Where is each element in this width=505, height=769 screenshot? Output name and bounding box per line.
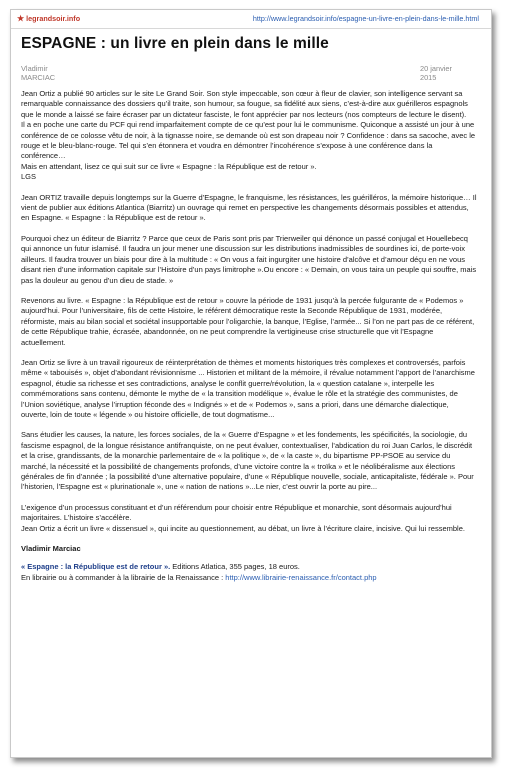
date-year: 2015 (419, 73, 437, 82)
signature: Vladimir Marciac (21, 544, 81, 554)
paragraph: Jean ORTIZ travaille depuis longtemps sur la Guerre d’Espagne, le franquisme, les résistances, les guérilléros, la mémoire historique… Il vient de publier aux éditions Atlantica (Biarritz) un ouvrage qui remet en perspective les changements désormais possibles et attendus, en Espagne. « Espagne : la République est de retour ». (21, 192, 477, 223)
book-details: Editions Atlatica, 355 pages, 18 euros. (170, 562, 300, 572)
book-title: « Espagne : la République est de retour ». (21, 562, 171, 572)
paragraph: Sans étudier les causes, la nature, les forces sociales, de la « Guerre d’Espagne » et les fondements, les spécificités, la sociologie, du fascisme espagnol, de la longue résistance antifranquiste, on ne peut évaluer, contextualiser, l’abdication du roi Juan Carlos, le discrédit et la crise, grandissants, de la monarchie parlementaire de « la politique », de « la caste », du bipartisme PP-PSOE au service du marché, la nécessité et la possibilité de changements profonds, d’une victoire contre la « troïka » et le néolibéralisme aux élections générales de fin d’année ; la possibilité d’une alternative populaire, d’une « République nouvelle, sociale, anticapitaliste, fédérale ». Pour l’historien, l’Espagne est « plurinationale », une « nation de nations »...Le nier, c’est ouvrir la porte au pire... (21, 430, 474, 492)
author (21, 64, 55, 82)
date-day: 20 janvier (419, 64, 452, 73)
paragraph: Revenons au livre. « Espagne : la République est de retour » couvre la période de 1931 jusqu’à la percée fulgurante de « Podemos » aujourd’hui. Pour l’universitaire, fils de cette Histoire, le référent démocratique reste la Seconde République de 1931, modérée, réformiste, mais au bilan social et sociétal insupportable pour l’oligarchie, la banque, l’Eglise, l’armée... Si l’on ne part pas de ce référent, de cette République trahie, écrasée, abandonnée, on ne peut comprendre la vertigineuse crise structurelle que vit l’Espagne actuellement. (21, 295, 475, 347)
order-text: En librairie ou à commander à la librairie de la Renaissance : (21, 572, 226, 582)
article-meta (21, 64, 481, 88)
order-link[interactable]: http://www.librairie-renaissance.fr/contact.php (225, 572, 377, 582)
paragraph: Jean Ortiz a écrit un livre « dissensuel », qui incite au questionnement, au débat, un livre à l’écriture claire, incisive. Qui lui ressemble. (21, 523, 465, 533)
order-info (21, 573, 477, 583)
paragraph: Mais en attendant, lisez ce qui suit sur ce livre « Espagne : la République est de retour ». (21, 161, 317, 171)
article-page (10, 9, 492, 758)
paragraph: Jean Ortiz a publié 90 articles sur le site Le Grand Soir. Son style impeccable, son cœur à fleur de clavier, son intelligence servant sa remarquable connaissance des dossiers qu’il traite, son humour, sa fougue, sa fidélité aux siens, c’est-à-dire aux guérilleros espagnols que le monde a laissé se faire écraser par un dictateur fasciste, le font apprécier par nos lecteurs (nos compteurs de lecture le disent). (21, 89, 468, 119)
top-bar (11, 10, 491, 29)
paragraph: Jean Ortiz se livre à un travail rigoureux de réinterprétation de thèmes et moments historiques très complexes et controversés, parfois même « tabouisés », objet d’abondant révisionnisme ... Historien et militant de la mémoire, il révalue notamment l’apport de l’anarchisme espagnol, étudie sa richesse et ses contradictions, analyse le conflit guerre/révolution, la « question catalane », interpelle les commémorations sans contenu, démonte le mythe de « la transition modélique », évalue le rôle et la stratégie des communistes, de l’Union soviétique, analyse l’irruption féconde des « Indignés » et de « Podemos », sans a priori, dans une démarche dialectique, ouverte, loin de toute « légende » ou histoire officielle, de tout dogmatisme... (21, 357, 475, 419)
page-url[interactable]: http://www.legrandsoir.info/espagne-un-livre-en-plein-dans-le-mille.html (252, 14, 479, 23)
author-last: MARCIAC (21, 73, 56, 82)
site-name: legrandsoir.info (26, 14, 81, 23)
star-icon: ★ (17, 14, 25, 23)
book-info (21, 562, 477, 572)
publish-date (420, 64, 452, 82)
paragraph: L’exigence d’un processus constituant et d’un référendum pour choisir entre République et monarchie, sont désormais aujourd’hui majoritaires. L’histoire s’accélère. (21, 502, 452, 523)
paragraph: Pourquoi chez un éditeur de Biarritz ? Parce que ceux de Paris sont pris par Trierweiler qui dénonce un passé conjugal et Houellebecq qui annonce un futur islamisé. Il faudra un jour mener une discussion sur les distributions inadmissibles de sourdines ici, de porte-voix ailleurs. Il faudra trouver un biais pour dire à la multitude : « On vous a fait ingurgiter une histoire d’alcôve et d’amour déçu en ne vous disant rien d’une information capitale sur l’Histoire d’un pays limitrophe ».Ou encore : « Demain, on vous taira un peuple qui souffre, mais pas la douleur au genou d’un dieu de stade. » (21, 233, 477, 285)
site-logo[interactable] (17, 10, 80, 28)
paragraph: Il a en poche une carte du PCF qui rend imparfaitement compte de ce qu’est pour lui le communisme. Quiconque a assisté un jour à une conférence de ce colosse vêtu de noir, à la tignasse noire, se demande où est son drapeau noir ? Confidence : dans sa sacoche, avec le rouge et le bleu-blanc-rouge. Tel qui s’en étonnera et voudra en démontrer l’incohérence s’expose à une conférence dans la conférence… (21, 120, 476, 161)
author-first: Vladimir (21, 64, 48, 73)
article-title: ESPAGNE : un livre en plein dans le mille (21, 35, 329, 52)
paragraph: LGS (21, 172, 37, 182)
article-body (21, 89, 477, 583)
